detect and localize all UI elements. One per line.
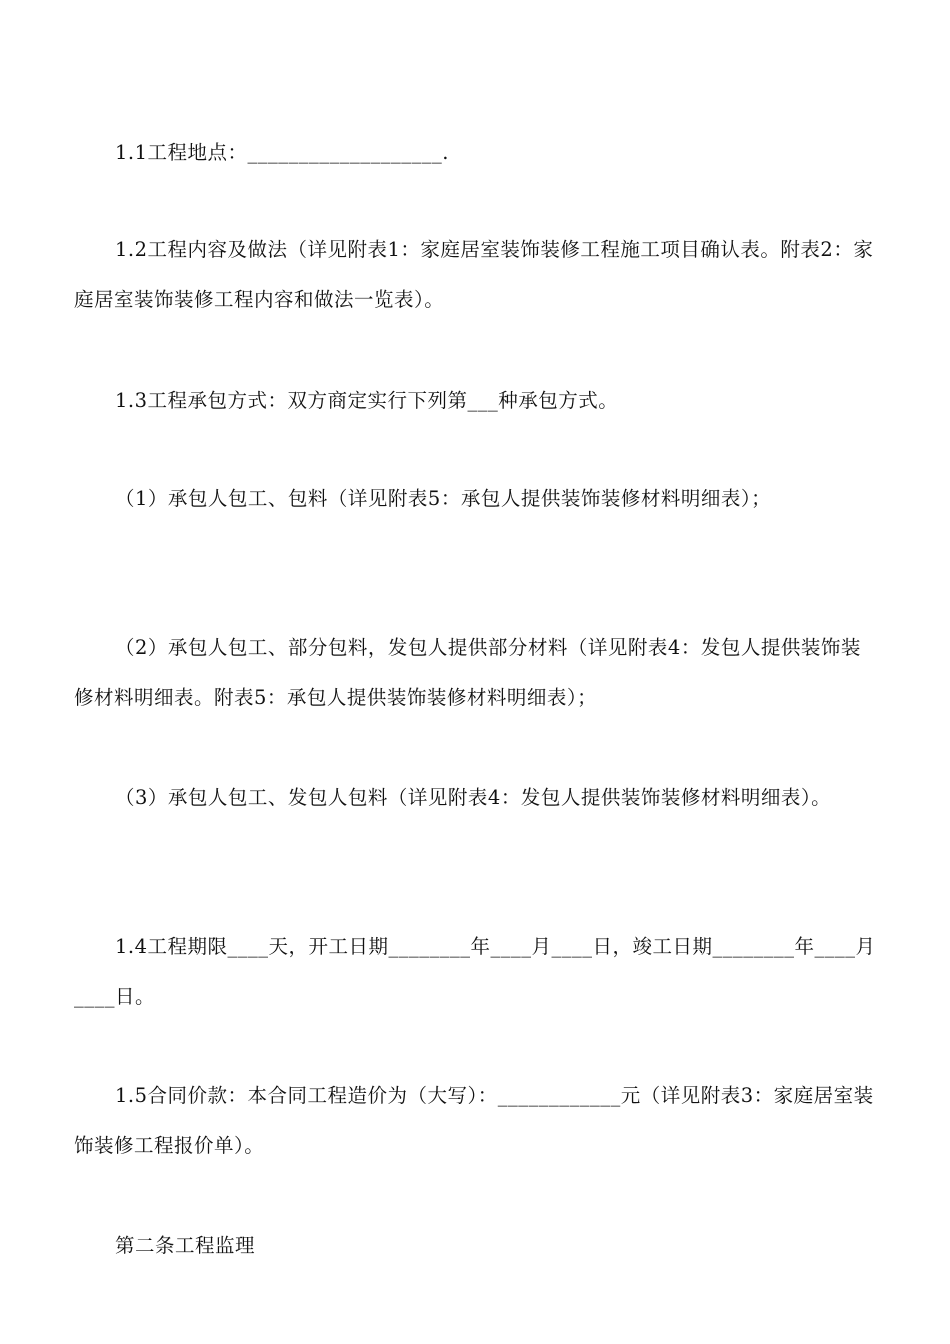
clause-1-3-contract-method: 1.3工程承包方式：双方商定实行下列第___种承包方式。 xyxy=(115,389,619,412)
option-3-owner-materials: （3）承包人包工、发包人包料（详见附表4：发包人提供装饰装修材料明细表）。 xyxy=(115,786,832,809)
clause-1-1-project-location: 1.1工程地点：___________________. xyxy=(115,141,449,164)
clause-1-2-project-content: 1.2工程内容及做法（详见附表1：家庭居室装饰装修工程施工项目确认表。附表2：家庭居室装饰装修工程内容和做法一览表）。 xyxy=(74,238,874,311)
article-2-heading: 第二条工程监理 xyxy=(115,1234,256,1257)
option-2-partial-materials: （2）承包人包工、部分包料，发包人提供部分材料（详见附表4：发包人提供装饰装修材料明细表。附表5：承包人提供装饰装修材料明细表）； xyxy=(74,636,861,709)
option-1-contractor-labor-materials: （1）承包人包工、包料（详见附表5：承包人提供装饰装修材料明细表）； xyxy=(115,487,772,510)
clause-1-5-contract-price: 1.5合同价款：本合同工程造价为（大写）：____________元（详见附表3：家庭居室装饰装修工程报价单）。 xyxy=(74,1084,874,1157)
clause-1-4-project-duration: 1.4工程期限____天，开工日期________年____月____日，竣工日期________年____月____日。 xyxy=(74,935,876,1008)
